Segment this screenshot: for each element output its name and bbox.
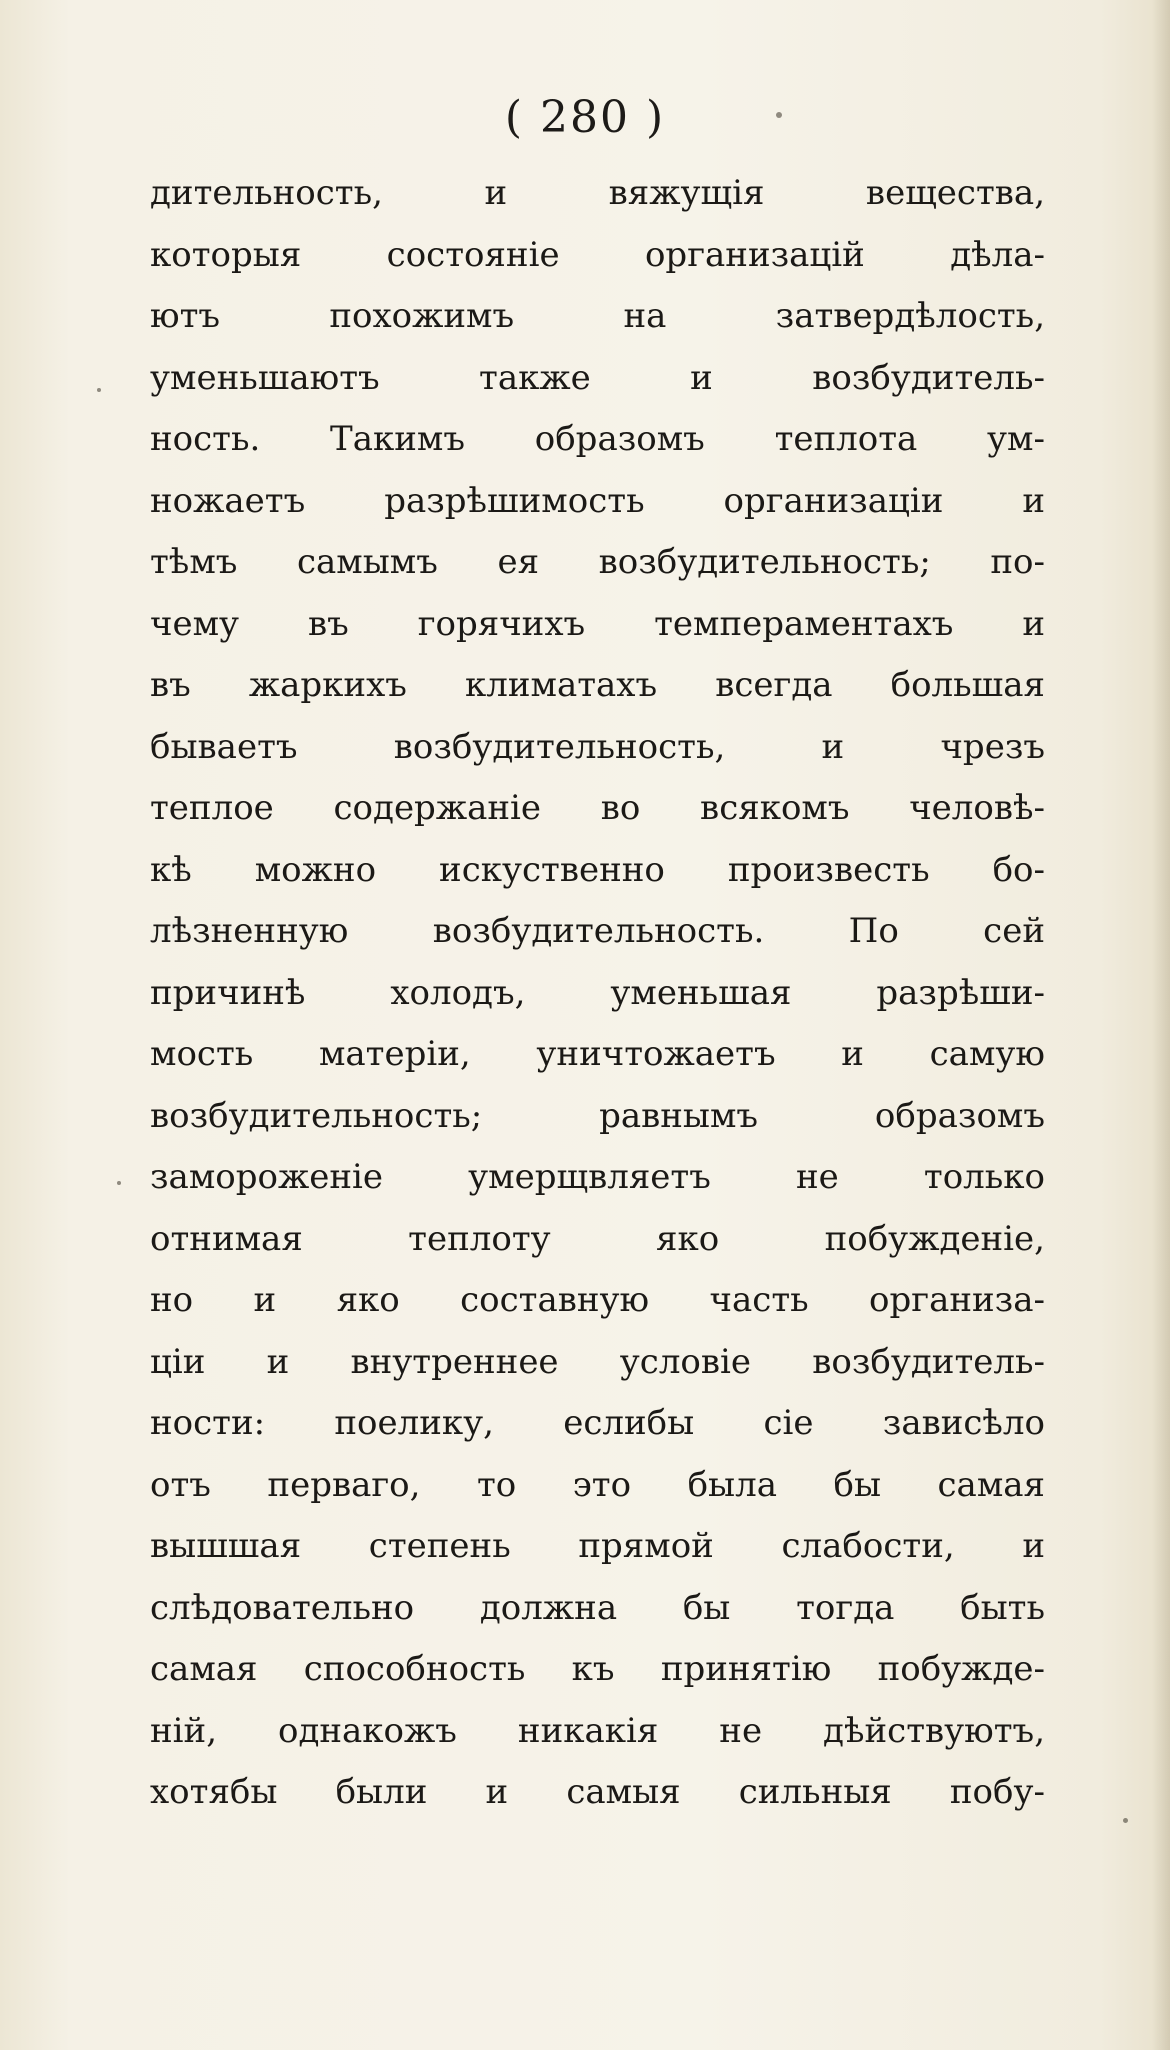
text-line: лѣзненную возбудительность. По сей xyxy=(150,911,1045,951)
text-line: теплое содержаніе во всякомъ человѣ- xyxy=(150,788,1045,828)
text-line: ности: поелику, еслибы сіе зависѣло xyxy=(150,1403,1045,1443)
paper-speck xyxy=(776,112,782,118)
text-line: мость матеріи, уничтожаетъ и самую xyxy=(150,1034,1045,1074)
text-line: замороженіе умерщвляетъ не только xyxy=(150,1157,1045,1197)
text-line: въ жаркихъ климатахъ всегда большая xyxy=(150,665,1045,705)
text-line: дительность, и вяжущія вещества, xyxy=(150,173,1045,213)
text-line: но и яко составную часть организа- xyxy=(150,1280,1045,1320)
text-line: причинѣ холодъ, уменьшая разрѣши- xyxy=(150,972,1045,1013)
text-line: отъ перваго, то это была бы самая xyxy=(150,1464,1045,1505)
text-line: ютъ похожимъ на затвердѣлость, xyxy=(150,296,1045,336)
text-line: ній, однакожъ никакія не дѣйствуютъ, xyxy=(150,1710,1045,1751)
text-line: слѣдовательно должна бы тогда быть xyxy=(150,1587,1045,1628)
text-line: отнимая теплоту яко побужденіе, xyxy=(150,1218,1045,1259)
paper-speck xyxy=(117,1181,121,1185)
text-line: возбудительность; равнымъ образомъ xyxy=(150,1095,1045,1136)
text-line: ціи и внутреннее условіе возбудитель- xyxy=(150,1341,1045,1382)
text-line: ножаетъ разрѣшимость организаціи и xyxy=(150,480,1045,521)
text-line: которыя состояніе организацій дѣла- xyxy=(150,234,1045,275)
text-line: кѣ можно искуственно произвесть бо- xyxy=(150,849,1045,890)
paper-speck xyxy=(97,388,101,392)
text-line: хотябы были и самыя сильныя побу- xyxy=(150,1772,1045,1812)
text-line: самая способность къ принятію побужде- xyxy=(150,1649,1045,1689)
text-line: ность. Такимъ образомъ теплота ум- xyxy=(150,419,1045,459)
body-text xyxy=(150,163,1045,1824)
text-line: тѣмъ самымъ ея возбудительность; по- xyxy=(150,542,1045,582)
text-line: чему въ горячихъ темпераментахъ и xyxy=(150,603,1045,644)
text-line: бываетъ возбудительность, и чрезъ xyxy=(150,726,1045,767)
text-line: уменьшаютъ также и возбудитель- xyxy=(150,357,1045,398)
paper-speck xyxy=(1123,1818,1128,1823)
text-line: вышшая степень прямой слабости, и xyxy=(150,1526,1045,1566)
page-number: ( 280 ) xyxy=(504,92,666,143)
page-edge-shadow xyxy=(1152,0,1170,2050)
